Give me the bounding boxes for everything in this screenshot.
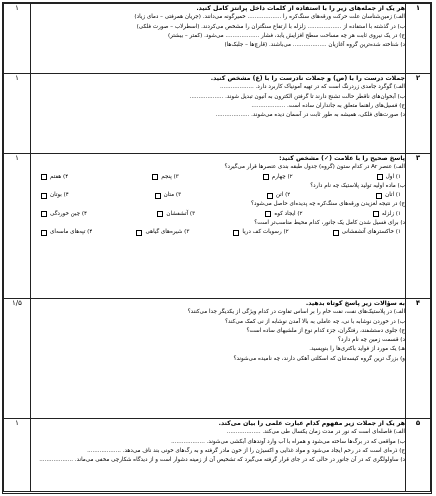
mc-option[interactable] (377, 173, 401, 182)
question-body (31, 74, 406, 154)
question-number: ۱ (406, 4, 431, 74)
option-label: ۱) اول (385, 173, 401, 180)
option-label: ۳) متان (163, 192, 182, 199)
question-body (31, 4, 406, 74)
checkbox[interactable] (136, 230, 142, 236)
mc-option[interactable] (157, 210, 195, 219)
question-body (31, 419, 406, 492)
question-line: هـ) یک مورد از فواید باکتری‌ها را بنویسید. (309, 346, 405, 353)
question-title: هر یک از جملات زیر مفهوم کدام عبارت علمی را بیان می‌کند. (218, 420, 405, 427)
option-label: ۲) رسوبات کف دریا (242, 229, 289, 236)
mc-options (31, 191, 405, 200)
checkbox[interactable] (155, 193, 161, 199)
score-cell: ۱/۵ (4, 299, 31, 419)
question-row-5 (4, 419, 431, 492)
question-number: ۲ (406, 74, 431, 154)
question-title: جملات درست را با (ص) و جملات نادرست را با (غ) مشخص کنید. (210, 75, 405, 82)
question-title: به سؤالات زیر پاسخ کوتاه بدهید. (305, 300, 405, 307)
question-line: ج) ذره‌ای است که در رحم ایجاد می‌شود و مواد غذایی و اکسیژن را از خون مادر گرفته و به رگ‌های خونی بند ناف می‌دهد. ................... (87, 447, 405, 454)
mc-option[interactable] (41, 191, 69, 200)
option-label: ۲) اتن (275, 192, 291, 199)
mc-option[interactable] (333, 228, 401, 237)
checkbox[interactable] (373, 211, 379, 217)
checkbox[interactable] (377, 174, 383, 180)
checkbox[interactable] (41, 211, 47, 217)
question-number: ۴ (406, 299, 431, 419)
mc-options (31, 173, 405, 182)
checkbox[interactable] (233, 230, 239, 236)
question-number: ۳ (406, 154, 431, 299)
question-line: و) بزرگ ترین گروه کیسه‌تنان که اسکلتی آهکی دارند، چه نامیده می‌شوند؟ (233, 355, 405, 362)
checkbox[interactable] (265, 211, 271, 217)
option-label: ۱) زلزله (381, 210, 401, 217)
checkbox[interactable] (41, 174, 47, 180)
mc-option[interactable] (41, 210, 87, 219)
question-row-1 (4, 4, 431, 74)
mc-stem: ب) ماده اولیه تولید پلاستیک چه نام دارد؟ (310, 182, 405, 189)
question-body (31, 299, 406, 419)
question-line: ب) آبخوان‌های ناقطر حالت تشنج دارند تا گرفتن الکترون به آنیون تبدیل شوند. ................... (189, 93, 405, 100)
mc-option[interactable] (263, 173, 293, 182)
option-label: ۴) بوتان (50, 192, 69, 199)
option-label: ۲) چهارم (271, 173, 293, 180)
mc-option[interactable] (373, 210, 401, 219)
mc-option[interactable] (376, 191, 401, 200)
mc-option[interactable] (267, 191, 290, 200)
question-line: الف) گوگرد جامدی زردرنگ است که در تهیه آمونیاک کاربرد دارد. ................... (219, 84, 405, 91)
mc-stem: ج) در نتیجه لغزیدن ورقه‌های سنگ‌کره چه پدیده‌ای حاصل می‌شود؟ (251, 201, 405, 208)
question-line: ج) در یک نیروی ثابت هر چه مساحت سطح افزایش یابد، فشار ................... می‌شود. (کمتر – بیشتر) (167, 32, 405, 39)
question-row-3 (4, 154, 431, 299)
question-line: الف) فاصله‌ای است که نور در مدت زمان یکسال طی می‌کند. ................... (226, 429, 405, 436)
option-label: ۱) اتان (385, 192, 401, 199)
option-label: ۳) پنجم (161, 173, 179, 180)
option-label: ۴) هفتم (50, 173, 69, 180)
option-label: ۳) آتشفشان (166, 210, 196, 217)
mc-option[interactable] (41, 228, 92, 237)
option-label: ۱) خاکسترهای آتشفشانی (341, 229, 401, 236)
score-cell: ۱ (4, 74, 31, 154)
checkbox[interactable] (41, 193, 47, 199)
question-body (31, 154, 406, 299)
question-row-2 (4, 74, 431, 154)
question-line: الف) در پلاستیک‌های نفت، نفت خام را بر اساس تفاوت در کدام ویژگی از یکدیگر جدا می‌کنند؟ (187, 309, 405, 316)
option-label: ۴) تپه‌های ماسه‌ای (50, 229, 93, 236)
checkbox[interactable] (152, 174, 158, 180)
option-label: ۲) ایجاد کوه (274, 210, 303, 217)
score-cell: ۱ (4, 154, 31, 299)
mc-option[interactable] (155, 191, 181, 200)
mc-option[interactable] (265, 210, 302, 219)
question-line: الف) زمین‌شناسان علت حرکت ورقه‌های سنگ‌کره را ................... خمیرگونه می‌دانند. (جریان همرفتی – دمای زیاد) (134, 14, 405, 21)
question-line: د) قسمت زمین چه نام دارد؟ (338, 337, 405, 344)
checkbox[interactable] (376, 193, 382, 199)
question-number: ۵ (406, 419, 431, 492)
mc-options (31, 228, 405, 237)
mc-option[interactable] (41, 173, 68, 182)
question-line: د) شناخته شده‌ترین گروه آغازیان ................... می‌باشند. (قارچ‌ها – جلبک‌ها) (224, 42, 405, 49)
question-title: هر یک از جمله‌های زیر را با استفاده از کلمات داخل پرانتز کامل کنید. (196, 5, 405, 12)
score-cell: ۱ (4, 419, 31, 492)
question-line: ج) فسیل‌های راهنما متعلق به جانداران ساده است. ................... (251, 102, 405, 109)
checkbox[interactable] (263, 174, 269, 180)
question-line: ب) در خوردن نوشابه با نی، چه عاملی به بالا آمدن نوشابه از نی کمک می‌کند؟ (225, 318, 405, 325)
mc-options (31, 210, 405, 219)
mc-option[interactable] (136, 228, 189, 237)
question-line: ب) مواقعی که در برگ‌ها ساخته می‌شود و همراه با آب وارد آوندهای آبکشی می‌شوند. ................... (171, 438, 405, 445)
exam-table (3, 3, 431, 492)
mc-stem: الف) عنصر Ar در کدام ستون (گروه) جدول طبقه بندی عنصرها قرار می‌گیرد؟ (224, 164, 405, 171)
question-line: د) صورت‌های فلکی، همیشه به طور ثابت در آسمان دیده می‌شوند. ................... (215, 112, 405, 119)
exam-sheet (2, 2, 432, 494)
question-row-4 (4, 299, 431, 419)
mc-option[interactable] (152, 173, 179, 182)
option-label: ۴) چین خوردگی (50, 210, 88, 217)
checkbox[interactable] (41, 230, 47, 236)
checkbox[interactable] (267, 193, 273, 199)
checkbox[interactable] (157, 211, 163, 217)
option-label: ۳) شیره‌های گیاهی (145, 229, 190, 236)
question-line: د) ساولولگری که در آن جانور در حالی که در جای قرار گرفته می‌گیرد که تشخیص آن از زمینه دشوار است و از دیدگاه شکارچی مخفی می‌ماند. ................... (39, 457, 405, 464)
mc-option[interactable] (233, 228, 288, 237)
question-title: پاسخ صحیح را با علامت (✓) مشخص کنید: (279, 155, 405, 162)
score-cell: ۱ (4, 4, 31, 74)
mc-stem: د) برای فسیل شدن کامل یک جانور، کدام محیط مناسب‌تر است؟ (254, 220, 405, 227)
question-line: ج) جلوی دستشفند، رفتگران، جزء کدام نوع از ملشیهای ساده است؟ (246, 327, 405, 334)
checkbox[interactable] (333, 230, 339, 236)
question-line: ب) در گذشته با استفاده از ................... زلزله با ارتفاع سنگتران را مشخص می‌کردند. (اسطرلاب – صورت فلکی) (136, 23, 405, 30)
